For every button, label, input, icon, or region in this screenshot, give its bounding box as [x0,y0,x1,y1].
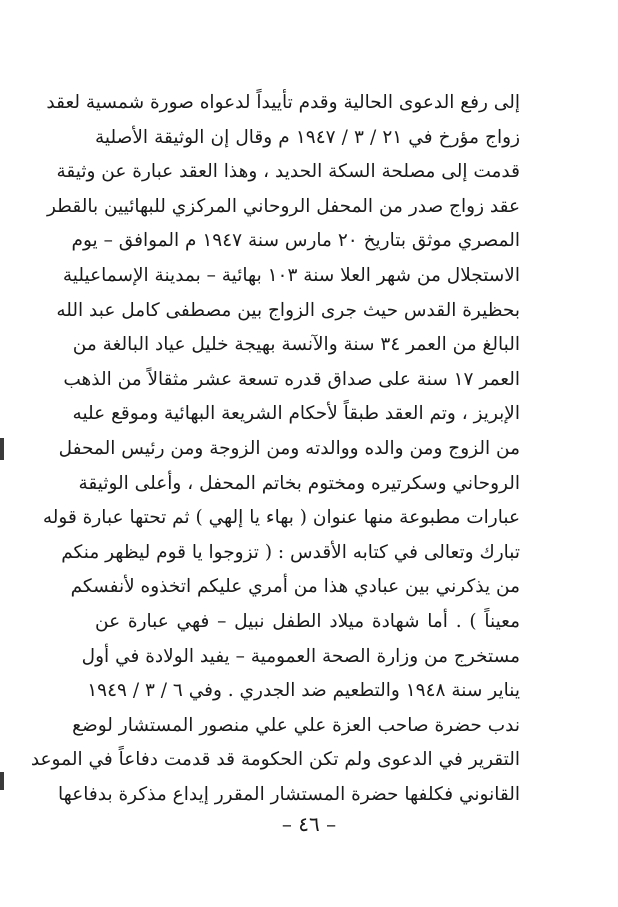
text-line: المصري موثق بتاريخ ٢٠ مارس سنة ١٩٤٧ م الموافق – يوم [71,230,520,252]
text-line: التقرير في الدعوى ولم تكن الحكومة قد قدمت دفاعاً في الموعد [30,749,520,771]
text-line: مستخرج من وزارة الصحة العمومية – يفيد الولادة في أول [81,645,520,667]
scan-edge-mark [0,772,4,790]
text-line: العمر ١٧ سنة على صداق قدره تسعة عشر مثقالاً من الذهب [63,368,520,390]
page-number: – ٤٦ – [281,812,337,836]
text-line: البالغ من العمر ٣٤ سنة والآنسة بهيجة خليل عياد البالغة من [72,334,520,356]
text-line: الاستجلال من شهر العلا سنة ١٠٣ بهائية – بمدينة الإسماعيلية [62,264,520,286]
text-line: معيناً ) . أما شهادة ميلاد الطفل نبيل – فهي عبارة عن [95,610,520,632]
text-line: من يذكرني بين عبادي هذا من أمري عليكم اتخذوه لأنفسكم [70,576,520,598]
text-line: قدمت إلى مصلحة السكة الحديد ، وهذا العقد عبارة عن وثيقة [56,161,520,183]
text-line: الإبريز ، وتم العقد طبقاً لأحكام الشريعة البهائية وموقع عليه [72,403,520,425]
text-line: عبارات مطبوعة منها عنوان ( بهاء يا إلهي ) ثم تحتها عبارة قوله [42,507,520,529]
text-line: زواج مؤرخ في ٢١ / ٣ / ١٩٤٧ م وقال إن الوثيقة الأصلية [95,126,521,148]
scan-edge-mark [0,438,4,460]
text-line: القانوني فكلفها حضرة المستشار المقرر إيداع مذكرة بدفاعها [58,783,520,805]
text-line: الروحاني وسكرتيره ومختوم بخاتم المحفل ، وأعلى الوثيقة [78,472,520,494]
text-line: تبارك وتعالى في كتابه الأقدس : ( تزوجوا يا قوم ليظهر منكم [61,541,520,563]
text-line: عقد زواج صدر من المحفل الروحاني المركزي للبهائيين بالقطر [46,195,520,217]
text-line: يناير سنة ١٩٤٨ والتطعيم ضد الجدري . وفي ٦ / ٣ / ١٩٤٩ [87,680,520,702]
text-line: بحظيرة القدس حيث جرى الزواج بين مصطفى كامل عبد الله [56,299,520,321]
text-line: إلى رفع الدعوى الحالية وقدم تأييداً لدعواه صورة شمسية لعقد [46,92,520,113]
body-text [30,86,521,812]
text-line: من الزوج ومن والده ووالدته ومن الزوجة ومن رئيس المحفل [58,437,520,459]
text-line: ندب حضرة صاحب العزة علي علي منصور المستشار لوضع [72,714,520,736]
